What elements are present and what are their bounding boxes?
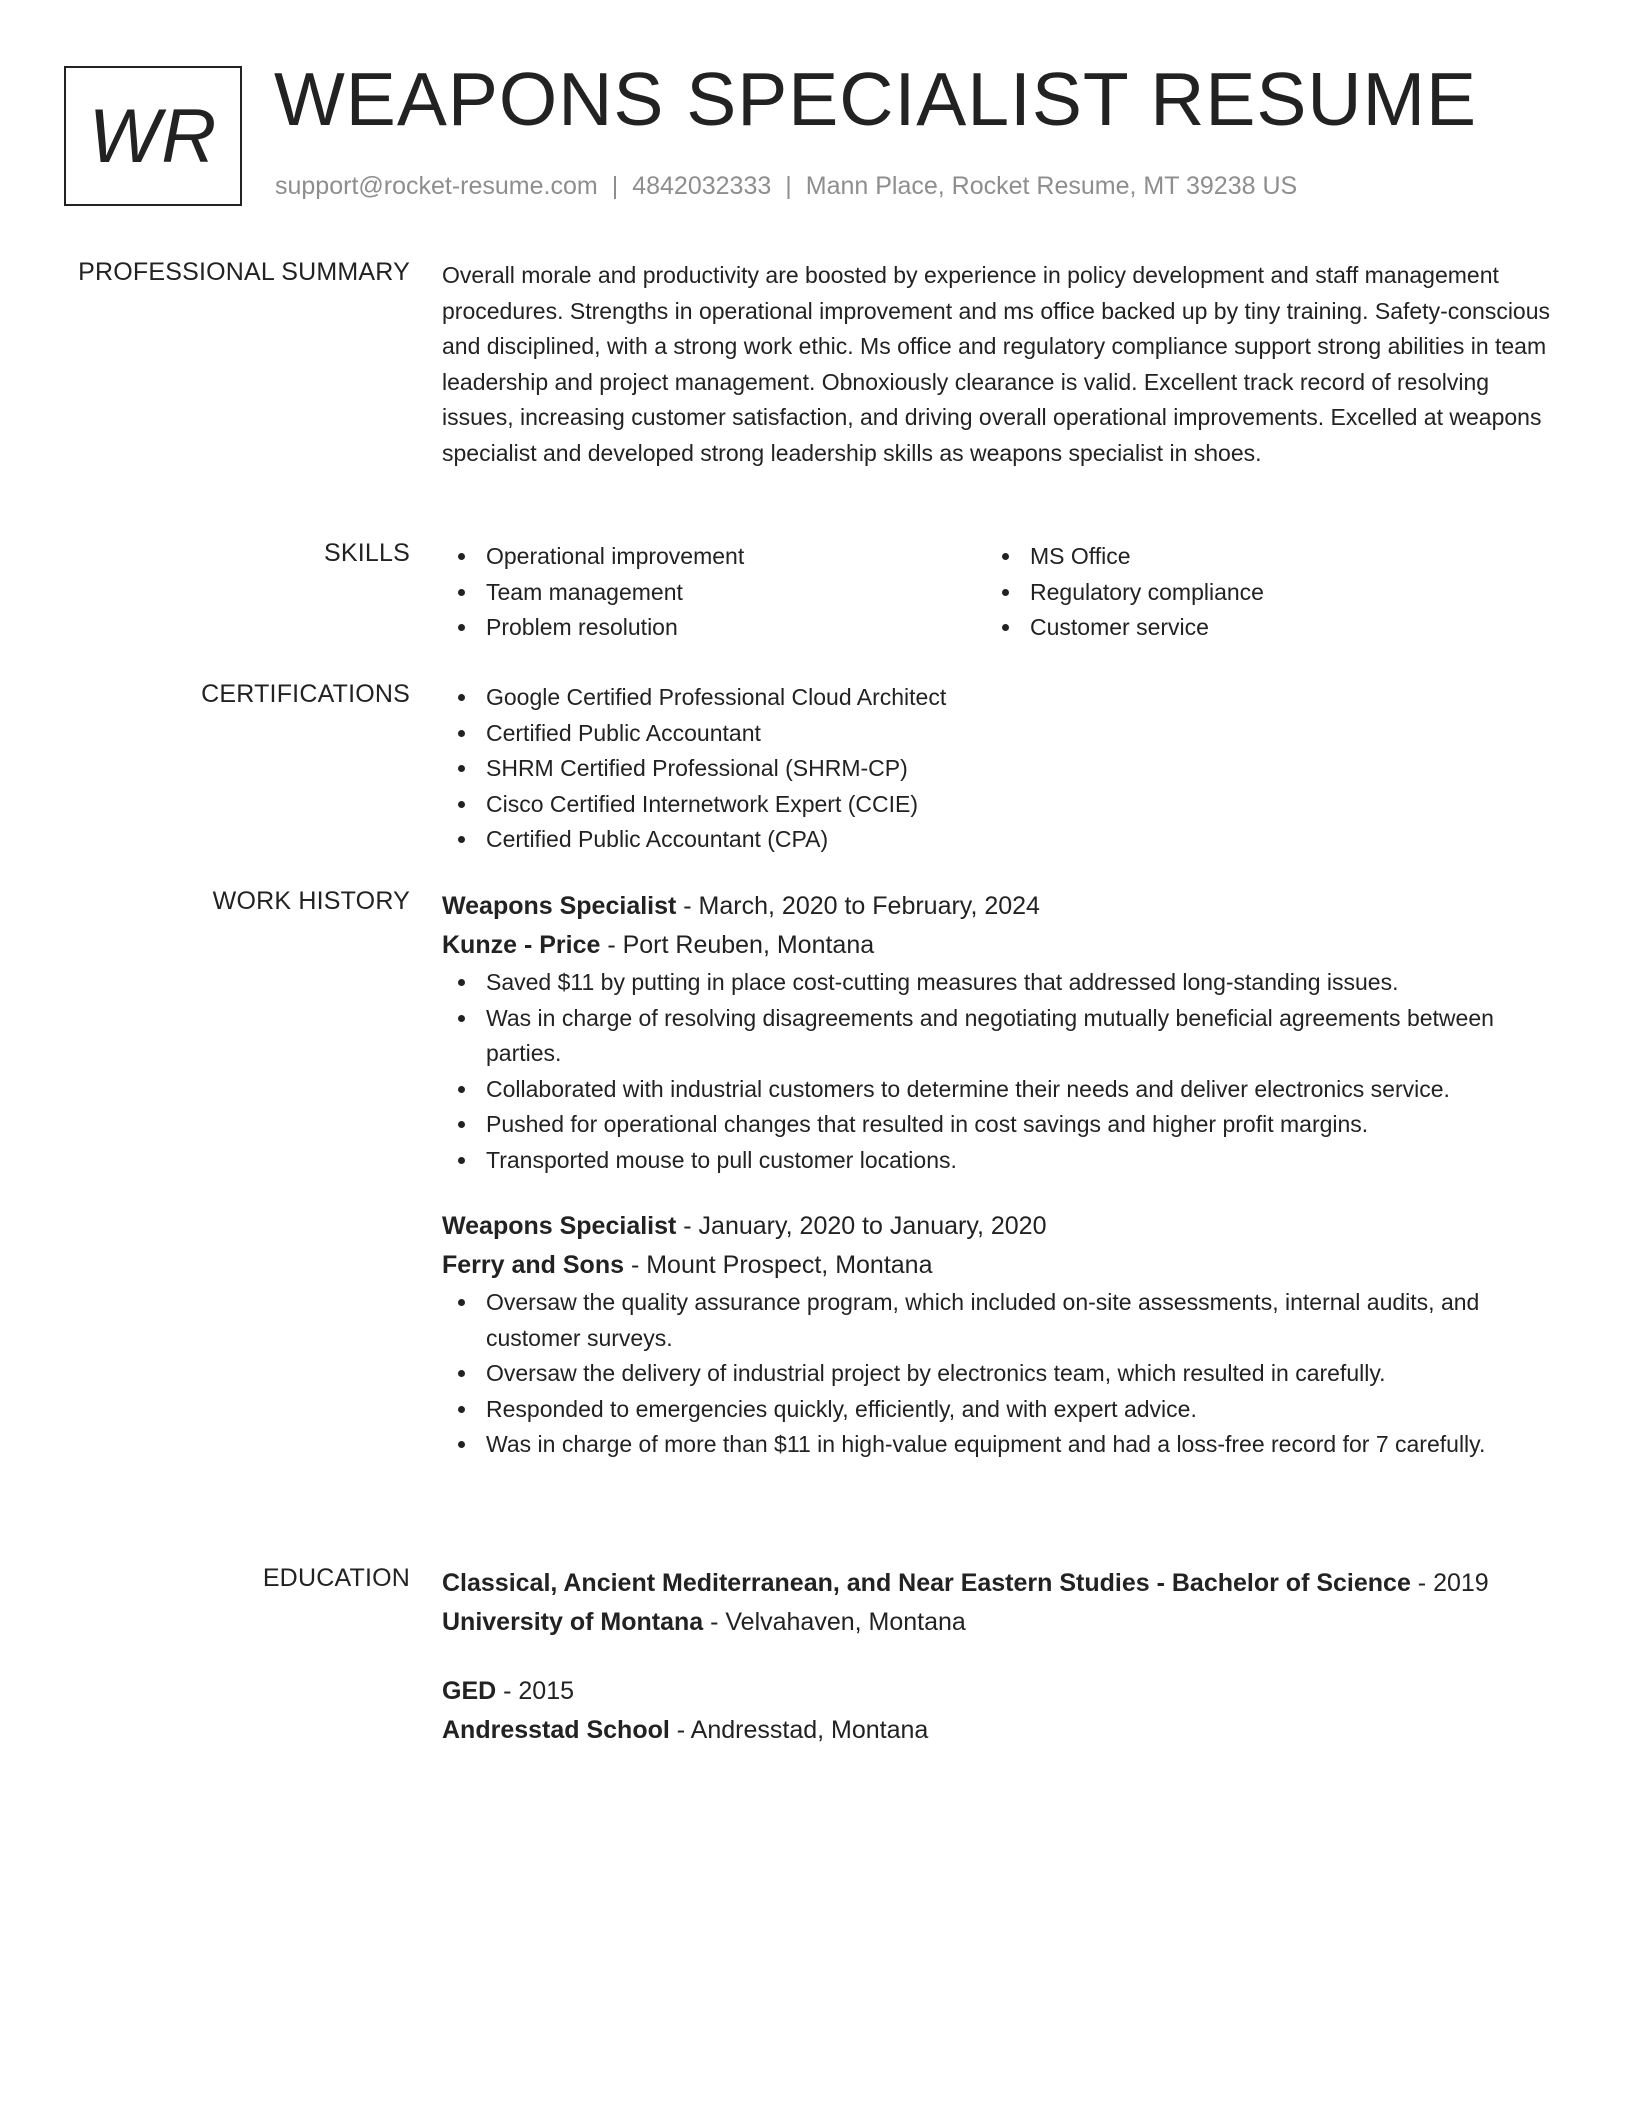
job-bullet: Collaborated with industrial customers to determine their needs and deliver electronics service.: [442, 1072, 1562, 1108]
resume-title: WEAPONS SPECIALIST RESUME: [274, 57, 1478, 141]
job-title-line: [442, 887, 1562, 926]
job-company-line: [442, 926, 1562, 965]
skills-content: [442, 539, 1562, 646]
certification-item: Certified Public Accountant (CPA): [442, 822, 1562, 858]
job-bullet: Saved $11 by putting in place cost-cutting measures that addressed long-standing issues.: [442, 965, 1562, 1001]
contact-line: [275, 172, 1297, 201]
job-bullet: Was in charge of more than $11 in high-value equipment and had a loss-free record for 7 carefully.: [442, 1427, 1562, 1463]
skills-column-1: [442, 539, 986, 646]
education-year: - 2015: [496, 1677, 575, 1705]
education-degree: GED: [442, 1677, 497, 1705]
certification-item: Cisco Certified Internetwork Expert (CCIE): [442, 787, 1562, 823]
job-entry: [442, 1207, 1562, 1463]
skill-item: Team management: [442, 575, 986, 611]
job-dates: - January, 2020 to January, 2020: [676, 1212, 1047, 1240]
education-degree-line: [442, 1672, 1562, 1711]
certification-item: Google Certified Professional Cloud Architect: [442, 680, 1562, 716]
certifications-content: [442, 680, 1562, 858]
skills-column-2: [986, 539, 1530, 646]
section-label-skills: SKILLS: [324, 539, 410, 567]
summary-content: [442, 258, 1562, 471]
education-degree-line: [442, 1564, 1562, 1603]
certification-item: SHRM Certified Professional (SHRM-CP): [442, 751, 1562, 787]
section-label-education: EDUCATION: [262, 1564, 410, 1592]
education-location: - Andresstad, Montana: [669, 1716, 929, 1744]
education-entry: [442, 1672, 1562, 1750]
skill-item: MS Office: [986, 539, 1530, 575]
education-entry: [442, 1564, 1562, 1642]
job-bullets: [442, 965, 1562, 1178]
work-history-content: [442, 887, 1562, 1463]
contact-address: Mann Place, Rocket Resume, MT 39238 US: [805, 172, 1298, 200]
section-label-work-history: WORK HISTORY: [212, 887, 410, 915]
education-year: - 2019: [1410, 1569, 1489, 1597]
education-content: [442, 1564, 1562, 1750]
skill-item: Problem resolution: [442, 610, 986, 646]
contact-separator: |: [611, 172, 619, 200]
job-title: Weapons Specialist: [442, 1212, 677, 1240]
job-title-line: [442, 1207, 1562, 1246]
job-location: - Port Reuben, Montana: [600, 931, 875, 959]
contact-separator: |: [785, 172, 792, 200]
education-degree: Classical, Ancient Mediterranean, and Near Eastern Studies - Bachelor of Science: [442, 1569, 1411, 1597]
job-bullets: [442, 1285, 1562, 1463]
education-school-line: [442, 1603, 1562, 1642]
education-school: University of Montana: [442, 1608, 704, 1636]
contact-email[interactable]: support@rocket-resume.com: [275, 172, 598, 200]
monogram-initials: WR: [88, 93, 218, 179]
job-bullet: Transported mouse to pull customer locations.: [442, 1143, 1562, 1179]
job-company: Kunze - Price: [442, 931, 601, 959]
job-bullet: Pushed for operational changes that resulted in cost savings and higher profit margins.: [442, 1107, 1562, 1143]
education-school-line: [442, 1711, 1562, 1750]
job-company-line: [442, 1246, 1562, 1285]
job-bullet: Responded to emergencies quickly, efficiently, and with expert advice.: [442, 1392, 1562, 1428]
job-entry: [442, 887, 1562, 1178]
skill-item: Regulatory compliance: [986, 575, 1530, 611]
education-school: Andresstad School: [442, 1716, 670, 1744]
certifications-list: [442, 680, 1562, 858]
job-bullet: Oversaw the quality assurance program, which included on-site assessments, internal audits, and customer surveys.: [442, 1285, 1562, 1356]
skill-item: Operational improvement: [442, 539, 986, 575]
section-label-summary: PROFESSIONAL SUMMARY: [78, 258, 410, 286]
education-location: - Velvahaven, Montana: [703, 1608, 966, 1636]
job-bullet: Oversaw the delivery of industrial project by electronics team, which resulted in carefully.: [442, 1356, 1562, 1392]
job-bullet: Was in charge of resolving disagreements and negotiating mutually beneficial agreements between parties.: [442, 1001, 1562, 1072]
certification-item: Certified Public Accountant: [442, 716, 1562, 752]
contact-phone[interactable]: 4842032333: [632, 172, 772, 200]
section-label-certifications: CERTIFICATIONS: [201, 680, 410, 708]
job-dates: - March, 2020 to February, 2024: [676, 892, 1040, 920]
monogram-box: [64, 66, 242, 206]
job-company: Ferry and Sons: [442, 1251, 624, 1279]
skill-item: Customer service: [986, 610, 1530, 646]
job-location: - Mount Prospect, Montana: [624, 1251, 933, 1279]
summary-text: Overall morale and productivity are boosted by experience in policy development and staff management procedures. Strengths in operational improvement and ms office backed up by tiny training. Safety-conscious and disciplined, with a strong work ethic. Ms office and regulatory compliance support strong abilities in team leadership and project management. Obnoxiously clearance is valid. Excellent track record of resolving issues, increasing customer satisfaction, and driving overall operational improvements. Excelled at weapons specialist and developed strong leadership skills as weapons specialist in shoes.: [442, 262, 1551, 466]
job-title: Weapons Specialist: [442, 892, 677, 920]
